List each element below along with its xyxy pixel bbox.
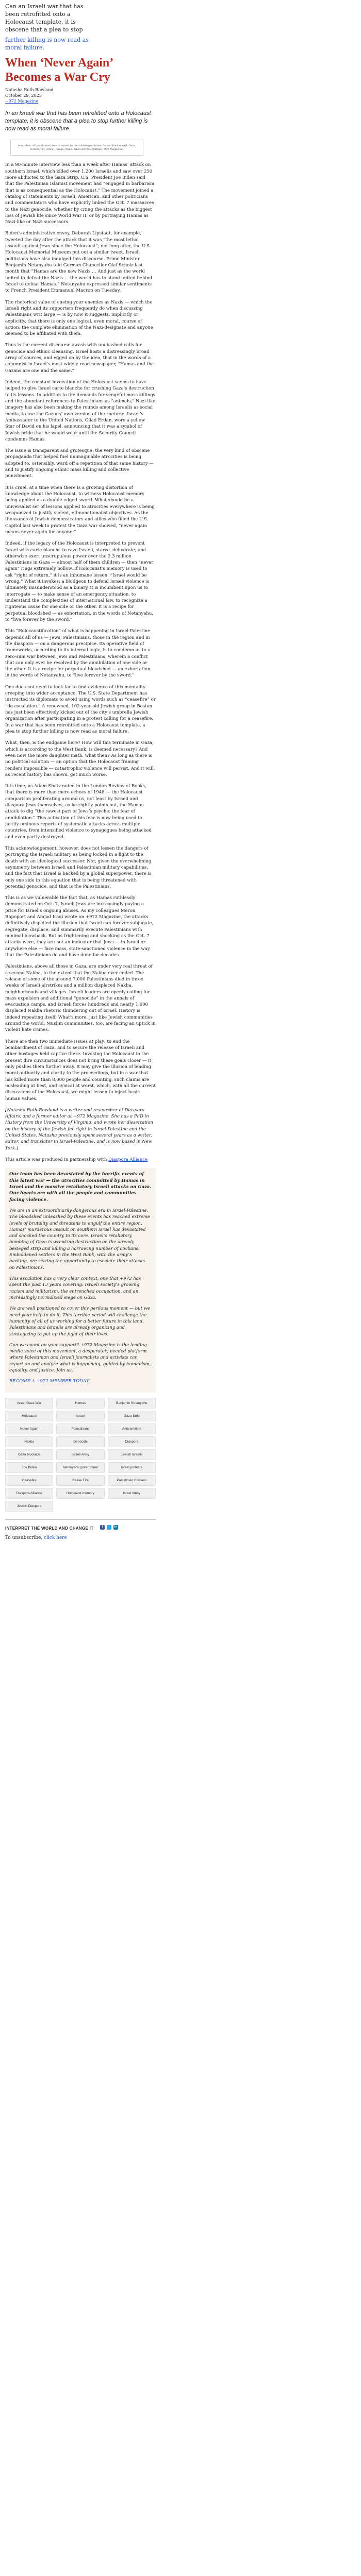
- twitter-icon[interactable]: t: [107, 1525, 111, 1530]
- paragraph: This acknowledgement, however, does not lessen the dangers of portraying the Israeli military as being locked in a fight to the death with an ideological successor. Nor, given the overwhelming asymmetry between Israeli and Palestinian military capabilities, and the fact that Israel is backed by a global superpower, there is only one side in this equation that is being threatened with potential genocide, and that is the Palestinians.: [5, 845, 152, 889]
- paragraph: This “Holocaustification” of what is happening in Israel-Palestine depends all of us — Jews, Palestinians, those in the region and in the diaspora — on a dangerous precipice. Its operative field of frameworks, according to its internal logic, is to condemn us to a zero-sum war between Jews and Palestinians, wherein a conflict that can only ever be resolved by the annihilation of one side or the other. It is a recipe for perpetual bloodshed — an exhortation, in the words of Netanyahu, to “live forever by the sword.”: [5, 629, 152, 679]
- tag-button[interactable]: Antisemitism: [108, 1423, 156, 1434]
- editors-note: [5, 1168, 156, 1392]
- email-tease: [5, 0, 356, 52]
- tag-button[interactable]: Benjamin Netanyahu: [108, 1398, 156, 1409]
- tag-button[interactable]: Israel: [56, 1411, 104, 1421]
- note-lead: Our team has been devastated by the horrific events of this latest war — the atrocities committed by Hamas in Israel and the massive retaliatory Israeli attacks on Gaza. Our hearts are with all the people and communities facing violence.: [9, 1172, 152, 1202]
- tag-button[interactable]: Jewish Israelis: [108, 1449, 156, 1460]
- tag-button[interactable]: Palestinians: [56, 1423, 104, 1434]
- tag-button[interactable]: Never Again: [5, 1423, 53, 1434]
- tag-button[interactable]: Holocaust: [5, 1411, 53, 1421]
- tag-button[interactable]: Nakba: [5, 1436, 53, 1447]
- figure-caption: A survivor of Israeli airstrikes returned to their destroyed home. Israeli border with Gaza, October 21, 2025. (Image credit: Oren Ziv/ActiveStills/+972 Magazine): [18, 144, 136, 151]
- paragraph: The rhetorical value of cueing your enemies as Nazis — which the Israeli right and its supporters frequently do when discussing Palestinians writ large — is by now it suggests, implicitly or explicitly, that there is only one logical, even moral, course of action: the complete elimination of the Nazi-designate and anyone deemed to be affiliated with them.: [5, 299, 153, 337]
- paragraph: It is time, as Adam Shatz noted in the London Review of Books, that there is more than mere echoes of 1948 — the Holocaust comparison proliferating around us, not least by Israeli and diaspora Jews themselves, as he rightly points out, the Hamas attack to dig “the rawest part of Jews’s psyche: the fear of annihilation.” This activation of this fear is now being used to justify ominous reports of systematic attacks across multiple countries, from intensified violence to synagogues being attacked and even partly destroyed.: [5, 784, 152, 840]
- tag-button[interactable]: Gaza blockade: [5, 1449, 53, 1460]
- unsubscribe-link[interactable]: click here: [44, 1535, 67, 1540]
- tag-button[interactable]: Palestinian Civilians: [108, 1475, 156, 1486]
- paragraph: This is as we vulnerable the fact that, as Hamas ruthlessly demonstrated on Oct. 7, Israeli Jews are increasingly paying a price for Israel’s ongoing abuses. As my colleagues Meron Rapoport and Amjad Iraqi wrote on +972 Magazine, the attacks definitively dispelled the illusion that Israel can forever subjugate, segregate, displace, and summarily execute Palestinians with minimal blowback. But as frightening and shocking as the Oct. 7 attacks were, they are not an indicator that Jews — in Israel or anywhere else — face mass, state-sanctioned violence in the way that the Palestinians do and have done for decades.: [5, 895, 154, 958]
- tag-button[interactable]: Israel-Gaza War: [5, 1398, 53, 1409]
- paragraph: Indeed, the constant invocation of the Holocaust seems to have helped to give Israel carte blanche for crushing Gaza’s destruction to its lessons. In addition to the demands for vengeful mass killings and the abundant references to Palestinians as “animals,” Nazi-like imagery has also been making the rounds among Israelis as social media, to use the Gazans’ own version of the rhetoric. Israel’s Ambassador to the United Nations, Gilad Erdan, wore a yellow Star of David on his lapel, announcing that it was a symbol of Jewish pride that he would wear until the Security Council condemns Hamas.: [5, 380, 156, 442]
- tag-button[interactable]: Ceasefire: [5, 1475, 53, 1486]
- tag-button[interactable]: Netanyahu government: [56, 1462, 104, 1473]
- paragraph: It is cruel, at a time when there is a growing distortion of knowledge about the Holocaust, to witness Holocaust memory being applied as a double-edged sword. What should be a universalist set of lessons applied to atrocities everywhere is being weaponized to justify violent, ethnonationalist objectives. As the thousands of Jewish demonstrators and allies who filled the U.S. Capitol last week to protest the Gaza war showed, “never again means never again for anyone.”: [5, 485, 155, 535]
- tag-list: [5, 1398, 156, 1512]
- credit-text: This article was produced in partnership with: [5, 1157, 107, 1162]
- paragraph: Biden’s administrative envoy, Deborah Lipstadt, for example, tweeted the day after the attack that it was “the most lethal assault against Jews since the Holocaust”; not long after, the U.S. Holocaust Memorial Museum put out a similar tweet. Israeli politicians have also indulged this discourse. Prime Minister Benjamin Netanyahu told German Chancellor Olaf Scholz last month that “Hamas are the new Nazis … And just as the world united to defeat the Nazis … the world has to stand united behind Israel to defeat Hamas.” Netanyahu expressed similar sentiments to French President Emmanuel Macron on Tuesday.: [5, 231, 152, 294]
- footer: [5, 1519, 156, 1532]
- publish-date: October 29, 2025: [5, 93, 42, 98]
- article-dek: In an Israeli war that has been retrofitted onto a Holocaust template, it is obscene that a plea to stop further killing is now read as moral failure.: [5, 110, 151, 132]
- note-paragraph: Can we count on your support? +972 Magazine is the leading media voice of this movement, a desperately needed platform where Palestinian and Israeli journalists and activists can report on and analyze what is happening, guided by humanism, equality, and justice. Join us.: [9, 1342, 151, 1374]
- outlet-link[interactable]: +972 Magazine: [5, 98, 39, 104]
- unsubscribe-text: To unsubscribe,: [5, 1535, 43, 1540]
- paragraph: Palestinians, above all those in Gaza, are under very real threat of a second Nakba, to the extent that the Nakba ever ended. The release of some of the around 7,000 Palestinians died in three weeks of Israeli airstrikes and a million displaced Nakba, neighborhoods and villages. Israeli leaders are openly calling for mass expulsion and additional “genocide” in the annals of evacuation camps, and Israeli forces hundreds and nearly 1,000 displaced Nakba rhetoric thundering out of Israel. History is indeed repeating itself. What’s more, just like Jewish communities around the world, Muslim communities, too, are facing an uptick in violent hate crimes.: [5, 964, 156, 1033]
- tag-button[interactable]: Joe Biden: [5, 1462, 53, 1473]
- tag-button[interactable]: Israeli Army: [56, 1449, 104, 1460]
- footer-title: INTERPRET THE WORLD AND CHANGE IT: [5, 1526, 94, 1531]
- tag-button[interactable]: Cease Fire: [56, 1475, 104, 1486]
- tag-button[interactable]: Hamas: [56, 1398, 104, 1409]
- paragraph: Indeed, if the legacy of the Holocaust is interpreted to prevent Israel with carte blanche to raze Israeli, starve, dehydrate, and otherwise exert unscrupulous power over the 2.3 million Palestinians in Gaza — almost half of them children — then “never again” rings extremely hollow. If Holocaust’s memory is used to ask “right of return,” it is an inhumane lesson: “Israel would be wrong.” What it invokes: a bludgeon to defend Israeli violence is ultimately misunderstood as a binary, it is incumbent upon us to interrogate — to make sense of an emergency situation, to understand the complexities of international law, to recognize a righteous cause for one side or the other. It is a recipe for perpetual bloodshed — as exhortation, in the words of Netanyahu, to “live forever by the sword.”: [5, 541, 154, 622]
- article-meta: [5, 88, 356, 104]
- paragraph: What, then, is the endgame here? How will this terminate in Gaza, which is according to the West Bank, is deemed necessary? And even now the more daughter math, what then? As long as there is no political solution — an option that the Holocaust framing renders impossible — catastrophic violence will persist. And it will, as recent history has shown, get much worse.: [5, 740, 155, 777]
- note-paragraph: We are well positioned to cover this perilous moment — but we need your help to do it. This terrible period will challenge the humanity of all of us working for a better future in this land. Palestinians and Israelis are already organizing and strategizing to put up the fight of their lives.: [9, 1306, 151, 1337]
- tease-line-2[interactable]: further killing is now read as moral failure.: [5, 37, 89, 52]
- linkedin-icon[interactable]: in: [114, 1525, 118, 1529]
- paragraph: The issue is transparent and grotesque: the very kind of obscene propaganda that helped fuel unimaginable atrocities is being adopted to, ostensibly, ward off a repetition of that same history — and to justify ongoing ethnic mass killing and collective punishment.: [5, 448, 154, 479]
- article-body: [5, 162, 156, 1163]
- note-paragraph: We are in an extraordinarily dangerous era in Israel-Palestine. The bloodshed unleashed by these events has reached extreme levels of brutality and threatens to engulf the entire region. Hamas’ murderous assault on southern Israel has devastated and shocked the country to its core. Israel’s retaliatory bombing of Gaza is wreaking destruction on the already besieged strip and killing a harrowing number of civilians. Emboldened settlers in the West Bank, with the army’s backing, are seizing the opportunity to escalate their attacks on Palestinians.: [9, 1208, 150, 1270]
- tag-button[interactable]: Jewish Diaspora: [5, 1501, 53, 1512]
- paragraph: There are then two immediate issues at play: to end the bombardment of Gaza, and to secure the release of Israeli and other hostages held captive there. Invoking the Holocaust in the present dire circumstances does not bring these goals closer — it only pushes them further away. It may give the illusion of lending moral authority and clarity to the proceedings, but in a war that has killed more than 8,000 people and counting, such claims are misleading at best, and cynical at worst, which, with all the current discussions of the Holocaust, we might lessen to inject basic human values.: [5, 1039, 156, 1101]
- become-member-link[interactable]: BECOME A +972 MEMBER TODAY: [9, 1379, 89, 1384]
- tag-button[interactable]: Diaspora: [108, 1436, 156, 1447]
- partnership-credit: [5, 1157, 156, 1163]
- author-bio: [Natasha Roth-Rowland is a writer and researcher of Diaspora Affairs, and a former editor at +972 Magazine. She has a PhD in History from the University of Virginia, and wrote her dissertation on the history of the Jewish far-right in Israel-Palestine and the United States. Natasha previously spent several years as a writer, editor, and translator in Israel-Palestine, and is now based in New York.]: [5, 1107, 153, 1151]
- facebook-icon[interactable]: f: [100, 1525, 105, 1530]
- byline: Natasha Roth-Rowland: [5, 88, 54, 93]
- credit-link[interactable]: Diaspora Alliance: [108, 1157, 148, 1162]
- paragraph: One does not need to look far to find evidence of this mentality creeping into wider acceptance. The U.S. State Department has instructed its diplomats to avoid using words such as “ceasefire” or “de-escalation.” A renowned, 102-year-old Jewish group in Boston has just been effectively kicked out of the city’s umbrella Jewish organization after participating in a protest calling for a ceasefire. In a war that has been retrofitted onto a Holocaust template, a plea to stop further killing is now read as moral failure.: [5, 684, 156, 734]
- paragraph: Thus is the current discourse awash with unabashed calls for genocide and ethnic cleansing. Israel hosts a distressingly broad array of sources, and egged on by the idea, that in the words of a columnist in Israel’s most widely-read newspaper, “Hamas and the Gazans are one and the same.”: [5, 343, 154, 374]
- tag-button[interactable]: Genocide: [56, 1436, 104, 1447]
- note-paragraph: This escalation has a very clear context, one that +972 has spent the past 13 years covering: Israeli society’s growing racism and militarism, the entrenched occupation, and an increasingly normalized siege on Gaza.: [9, 1276, 141, 1300]
- article-title[interactable]: When ‘Never Again’ Becomes a War Cry: [5, 56, 113, 84]
- tag-button[interactable]: Holocaust memory: [56, 1488, 104, 1499]
- social-links: [100, 1525, 118, 1530]
- paragraph: In a 90-minute interview less than a week after Hamas’ attack on southern Israel, which killed over 1,200 Israelis and saw over 250 more abducted to the Gaza Strip, U.S. President Joe Biden said that the Palestinian Islamist movement had “engaged in barbarism that is as consequential as the Holocaust.” The movement joined a catalog of statements by Israeli, American, and other politicians and commentators who have explicitly linked the Oct. 7 massacres to the Nazi genocide, whether by citing the attacks as the biggest loss of Jewish life since World War II, or by portraying Hamas as Nazi-like or Nazi successors.: [5, 162, 155, 225]
- tag-button[interactable]: Israel protests: [108, 1462, 156, 1473]
- tag-button[interactable]: Diaspora Alliance: [5, 1488, 53, 1499]
- unsubscribe: [5, 1535, 356, 1540]
- tag-button[interactable]: Israel lobby: [108, 1488, 156, 1499]
- tease-line-1: Can an Israeli war that has been retrofitted onto a Holocaust template, it is obscene that a plea to stop: [5, 3, 84, 33]
- tag-button[interactable]: Gaza Strip: [108, 1411, 156, 1421]
- article-figure: [10, 140, 143, 156]
